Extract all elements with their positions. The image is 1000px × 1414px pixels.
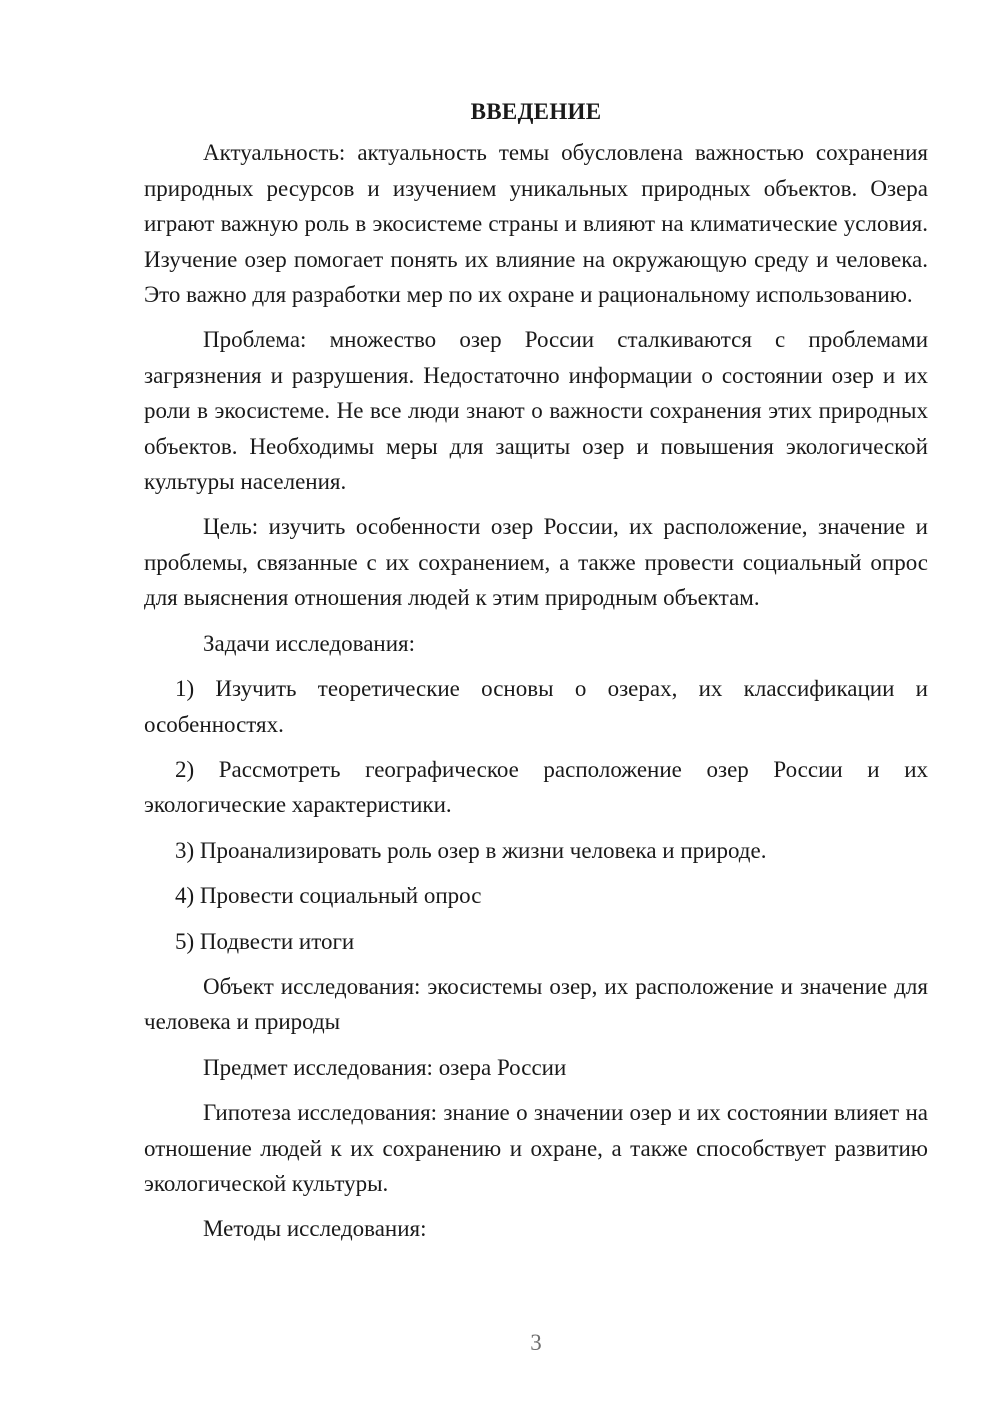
- tasks-title: Задачи исследования:: [203, 630, 416, 656]
- task-item: 4) Провести социальный опрос: [175, 883, 482, 909]
- task-item: 3) Проанализировать роль озер в жизни человека и природе.: [175, 837, 767, 863]
- task-item: 5) Подвести итоги: [175, 928, 355, 954]
- section-heading: ВВЕДЕНИЕ: [470, 99, 602, 124]
- relevance-paragraph: Актуальность: актуальность темы обусловлена важностью сохранения природных ресурсов и изучением уникальных природных объектов. Озера играют важную роль в экосистеме страны и влияют на климатические условия. Изучение озер помогает понять их влияние на окружающую среду и человека. Это важно для разработки мер по их охране и рациональному использованию.: [144, 140, 928, 308]
- problem-paragraph: Проблема: множество озер России сталкиваются с проблемами загрязнения и разрушения. Недостаточно информации о состоянии озер и их роли в экосистеме. Не все люди знают о важности сохранения этих природных объектов. Необходимы меры для защиты озер и повышения экологической культуры населения.: [144, 327, 928, 495]
- hypothesis-paragraph: Гипотеза исследования: знание о значении озер и их состоянии влияет на отношение людей к их сохранению и охране, а также способствует развитию экологической культуры.: [144, 1100, 928, 1196]
- task-item: 1) Изучить теоретические основы о озерах, их классификации и особенностях.: [144, 676, 928, 737]
- goal-paragraph: Цель: изучить особенности озер России, их расположение, значение и проблемы, связанные с их сохранением, а также провести социальный опрос для выяснения отношения людей к этим природным объектам.: [144, 514, 928, 611]
- object-paragraph: Объект исследования: экосистемы озер, их расположение и значение для человека и природы: [144, 973, 928, 1035]
- methods-paragraph: Методы исследования:: [203, 1216, 427, 1242]
- task-item: 2) Рассмотреть географическое расположение озер России и их экологические характеристики.: [144, 756, 928, 818]
- page-number: 3: [530, 1330, 542, 1355]
- page-body: [144, 94, 928, 1257]
- subject-paragraph: Предмет исследования: озера России: [203, 1054, 567, 1080]
